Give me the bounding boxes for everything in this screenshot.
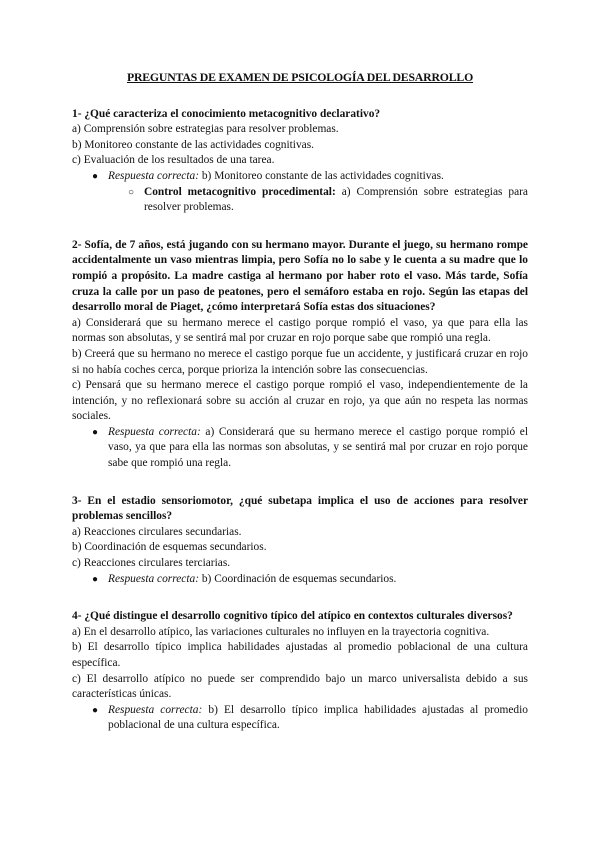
correct-answer <box>92 703 528 734</box>
sub-answer <box>128 185 528 216</box>
answer-list <box>72 425 528 472</box>
correct-answer <box>92 572 528 588</box>
answer-list <box>72 703 528 734</box>
correct-answer-label: Respuesta correcta: <box>108 169 199 182</box>
sub-answer-text: a) Comprensión sobre estrategias para resolver problemas. <box>144 185 528 214</box>
circle-bullet-icon: ○ <box>128 186 135 198</box>
option-a: a) En el desarrollo atípico, las variaciones culturales no influyen en la trayectoria cognitiva. <box>72 625 490 638</box>
option-a: a) Considerará que su hermano merece el castigo porque rompió el vaso, ya que para ella las normas son absolutas, y se sentirá mal por cruzar en rojo porque sabe que rompió una regla. <box>72 316 528 345</box>
sub-answer-list <box>108 185 528 216</box>
correct-answer-text: b) Monitoreo constante de las actividades cognitivas. <box>201 169 444 182</box>
document-title: PREGUNTAS DE EXAMEN DE PSICOLOGÍA DEL DESARROLLO <box>126 70 474 84</box>
question-text: 3- En el estadio sensoriomotor, ¿qué subetapa implica el uso de acciones para resolver problemas sencillos? <box>72 494 528 523</box>
correct-answer-label: Respuesta correcta: <box>108 703 203 716</box>
option-c: c) Reacciones circulares terciarias. <box>72 557 231 570</box>
question-3 <box>72 494 528 588</box>
sub-answer-label: Control metacognitivo procedimental: <box>144 185 336 198</box>
answer-list <box>72 169 528 216</box>
option-c: c) Evaluación de los resultados de una tarea. <box>72 154 275 167</box>
correct-answer-text: b) El desarrollo típico implica habilidades ajustadas al promedio poblacional de una cultura específica. <box>108 703 528 732</box>
option-c: c) El desarrollo atípico no puede ser comprendido bajo un marco universalista debido a sus características únicas. <box>72 672 528 701</box>
option-a: a) Reacciones circulares secundarias. <box>72 525 242 538</box>
question-text: 4- ¿Qué distingue el desarrollo cognitivo típico del atípico en contextos culturales diversos? <box>72 610 513 623</box>
bullet-icon: ● <box>92 704 99 716</box>
question-1 <box>72 107 528 216</box>
option-b: b) Coordinación de esquemas secundarios. <box>72 541 267 554</box>
option-c: c) Pensará que su hermano merece el castigo porque rompió el vaso, independientemente de la intención, y no reflexionará sobre su acción al cruzar en rojo, ya que aún no respeta las normas sociales. <box>72 379 528 423</box>
question-4 <box>72 609 528 734</box>
bullet-icon: ● <box>92 170 99 182</box>
bullet-icon: ● <box>92 426 99 438</box>
correct-answer-label: Respuesta correcta: <box>108 572 199 585</box>
correct-answer-label: Respuesta correcta: <box>108 425 201 438</box>
bullet-icon: ● <box>92 573 99 585</box>
question-text: 1- ¿Qué caracteriza el conocimiento metacognitivo declarativo? <box>72 107 381 120</box>
correct-answer-text: b) Coordinación de esquemas secundarios. <box>201 572 397 585</box>
correct-answer <box>92 169 528 216</box>
option-b: b) El desarrollo típico implica habilidades ajustadas al promedio poblacional de una cultura específica. <box>72 641 528 669</box>
correct-answer <box>92 425 528 472</box>
question-text: 2- Sofía, de 7 años, está jugando con su hermano mayor. Durante el juego, su hermano rompe accidentalmente un vaso mientras limpia, pero Sofía no lo sabe y le cuenta a su madre que lo rompió a propósito. La madre castiga al hermano por haber roto el vaso. Más tarde, Sofía cruza la calle por un paso de peatones, pero el semáforo estaba en rojo. Según las etapas del desarrollo moral de Piaget, ¿cómo interpretará Sofía estas dos situaciones? <box>72 238 528 314</box>
question-2 <box>72 238 528 472</box>
correct-answer-text: a) Considerará que su hermano merece el castigo porque rompió el vaso, ya que para ella las normas son absolutas, y se sentirá mal por cruzar en rojo porque sabe que rompió una regla. <box>108 425 528 470</box>
option-b: b) Monitoreo constante de las actividades cognitivas. <box>72 138 314 151</box>
option-a: a) Comprensión sobre estrategias para resolver problemas. <box>72 123 339 136</box>
option-b: b) Creerá que su hermano no merece el castigo porque fue un accidente, y justificará cruzar en rojo si no había coches cerca, porque prioriza la intención sobre las consecuencias. <box>72 347 528 376</box>
answer-list <box>72 572 528 588</box>
